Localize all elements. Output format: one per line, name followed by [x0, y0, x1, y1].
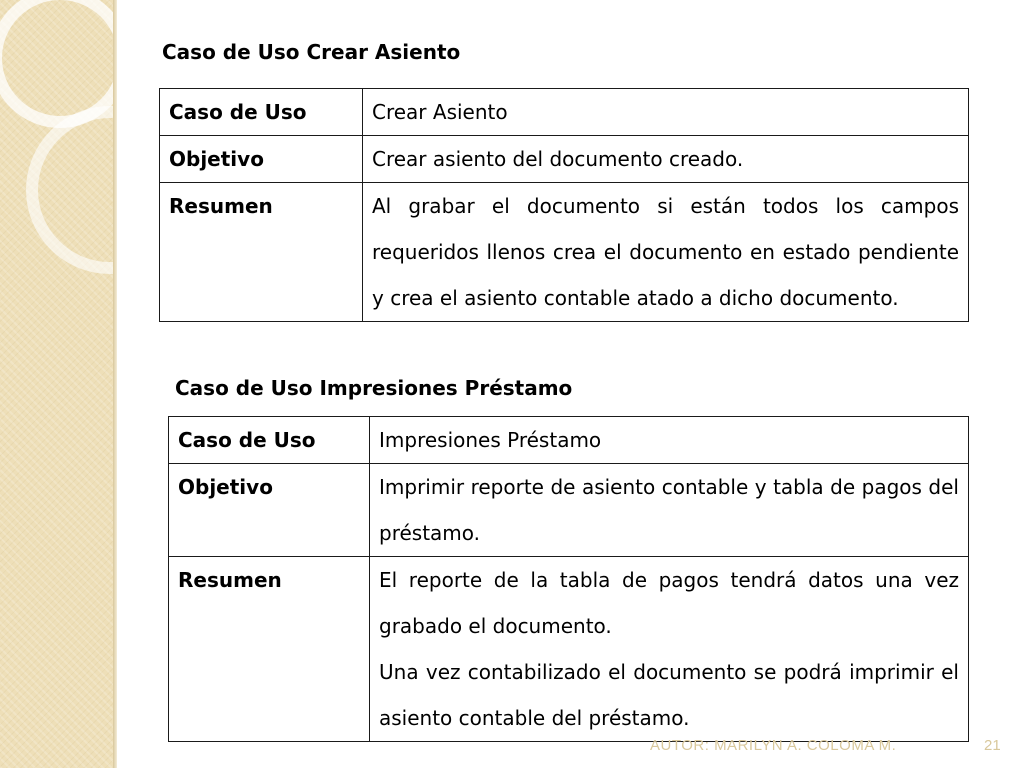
row-value-paragraph-1: El reporte de la tabla de pagos tendrá datos una vez grabado el documento. — [379, 568, 959, 638]
row-key: Caso de Uso — [160, 89, 363, 136]
use-case-table-crear-asiento — [159, 88, 969, 322]
decorative-circle-bottom — [32, 112, 113, 268]
table-row — [169, 464, 969, 557]
decorative-circle-top — [0, 0, 113, 122]
decorative-circles — [0, 0, 113, 768]
table-row — [160, 136, 969, 183]
footer-author: AUTOR: MARILYN A. COLOMA M. — [650, 737, 897, 754]
row-key: Resumen — [169, 557, 370, 742]
page-number: 21 — [984, 737, 1001, 754]
table-row — [160, 183, 969, 322]
row-value: Impresiones Préstamo — [370, 417, 969, 464]
row-value: Crear Asiento — [363, 89, 969, 136]
section2-heading: Caso de Uso Impresiones Préstamo — [175, 376, 573, 400]
table-row — [160, 89, 969, 136]
row-key: Objetivo — [160, 136, 363, 183]
band-edge — [113, 0, 117, 768]
row-value-paragraph-2: Una vez contabilizado el documento se podrá imprimir el asiento contable del préstamo. — [379, 660, 959, 730]
row-key: Resumen — [160, 183, 363, 322]
row-value: Crear asiento del documento creado. — [363, 136, 969, 183]
row-value: Al grabar el documento si están todos los campos requeridos llenos crea el documento en estado pendiente y crea el asiento contable atado a dicho documento. — [363, 183, 969, 322]
table-row — [169, 417, 969, 464]
row-value — [370, 557, 969, 742]
section1-heading: Caso de Uso Crear Asiento — [162, 40, 461, 64]
row-key: Caso de Uso — [169, 417, 370, 464]
table-row — [169, 557, 969, 742]
use-case-table-impresiones-prestamo — [168, 416, 969, 742]
decorative-side-band — [0, 0, 113, 768]
row-key: Objetivo — [169, 464, 370, 557]
row-value: Imprimir reporte de asiento contable y tabla de pagos del préstamo. — [370, 464, 969, 557]
